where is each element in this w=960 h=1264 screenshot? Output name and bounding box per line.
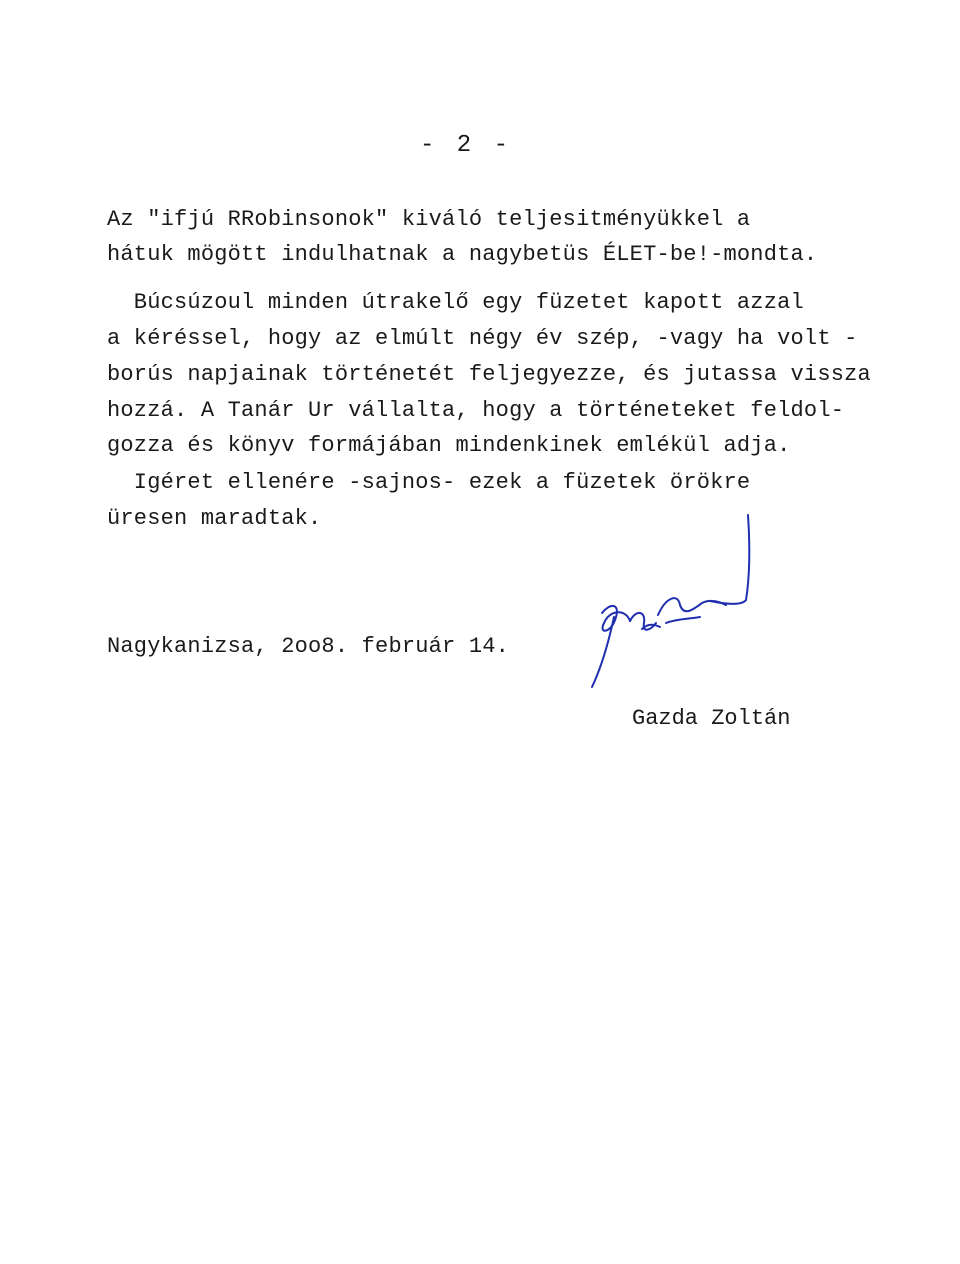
signer-name: Gazda Zoltán bbox=[632, 706, 791, 731]
signature-icon bbox=[580, 505, 780, 705]
page-number: - 2 - bbox=[420, 132, 513, 159]
paragraph1-line1: Az "ifjú RRobinsonok" kiváló teljesitményükkel a bbox=[107, 207, 751, 232]
paragraph2-line2: a kéréssel, hogy az elmúlt négy év szép, -vagy ha volt - bbox=[107, 326, 858, 351]
paragraph2-line1: Búcsúzoul minden útrakelő egy füzetet kapott azzal bbox=[107, 290, 804, 315]
paragraph1-line2: hátuk mögött indulhatnak a nagybetüs ÉLET-be!-mondta. bbox=[107, 242, 818, 267]
paragraph2-line7: üresen maradtak. bbox=[107, 506, 322, 531]
place-date: Nagykanizsa, 2oo8. február 14. bbox=[107, 634, 510, 659]
paragraph2-line5: gozza és könyv formájában mindenkinek emlékül adja. bbox=[107, 433, 791, 458]
paragraph2-line4: hozzá. A Tanár Ur vállalta, hogy a történeteket feldol- bbox=[107, 398, 845, 423]
paragraph2-line3: borús napjainak történetét feljegyezze, és jutassa vissza bbox=[107, 362, 871, 387]
paragraph2-line6: Igéret ellenére -sajnos- ezek a füzetek örökre bbox=[107, 470, 751, 495]
